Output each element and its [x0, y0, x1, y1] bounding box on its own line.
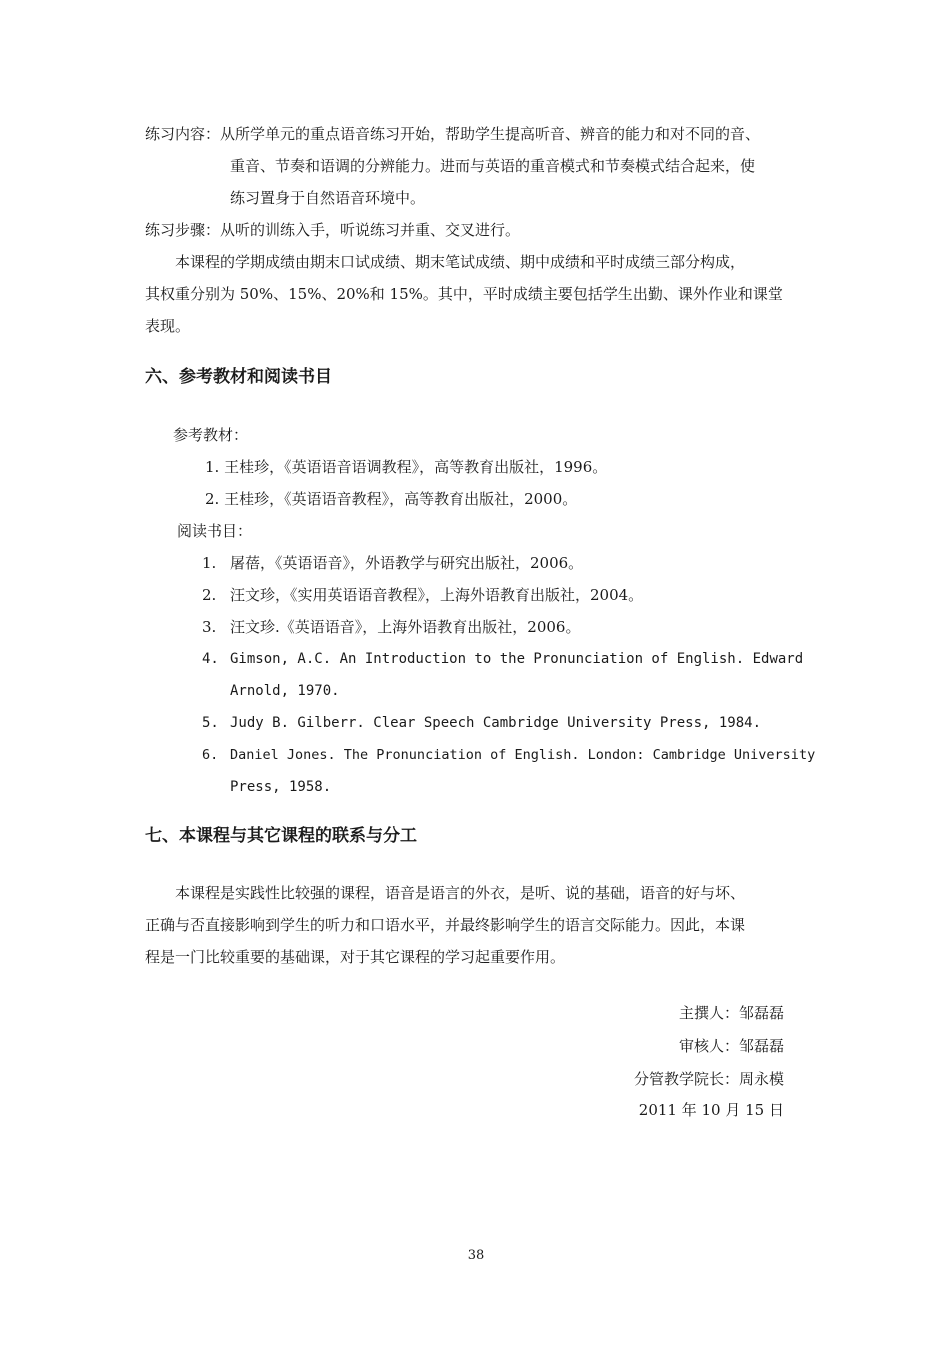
textbook-item: 1. 王桂珍，《英语语音语调教程》，高等教育出版社，1996。: [205, 458, 608, 476]
practice-content-line-3: 练习置身于自然语音环境中。: [230, 189, 426, 207]
section-7-heading: 七、本课程与其它课程的联系与分工: [145, 826, 417, 846]
reading-label: 阅读书目：: [177, 522, 253, 540]
reading-item-continuation: Arnold, 1970.: [230, 683, 340, 699]
reading-item-number: 1.: [202, 554, 217, 572]
reading-item: 6. Daniel Jones. The Pronunciation of English. London: Cambridge University: [202, 739, 815, 771]
reading-item-number: 2.: [202, 586, 217, 604]
textbooks-label: 参考教材：: [173, 426, 249, 444]
practice-steps-label: 练习步骤：: [145, 221, 221, 239]
author-signature: 主撰人：邹磊磊: [678, 1004, 784, 1022]
reading-item: 1. 屠蓓，《英语语音》，外语教学与研究出版社，2006。: [202, 547, 583, 579]
section-7-line-2: 正确与否直接影响到学生的听力和口语水平，并最终影响学生的语言交际能力。因此，本课: [145, 916, 746, 934]
reviewer-signature: 审核人：邹磊磊: [678, 1037, 784, 1055]
reading-item: 2. 汪文珍，《实用英语语音教程》，上海外语教育出版社，2004。: [202, 579, 643, 611]
reading-item: 5. Judy B. Gilberr. Clear Speech Cambridge University Press, 1984.: [202, 707, 761, 739]
signature-date: 2011 年 10 月 15 日: [638, 1101, 784, 1119]
grading-line-3: 表现。: [145, 317, 191, 335]
reading-item-number: 3.: [202, 618, 217, 636]
textbook-item: 2. 王桂珍，《英语语音教程》，高等教育出版社，2000。: [205, 490, 578, 508]
practice-content-line-2: 重音、节奏和语调的分辨能力。进而与英语的重音模式和节奏模式结合起来，使: [230, 157, 756, 175]
reading-item-continuation: Press, 1958.: [230, 779, 332, 795]
practice-steps-line: 练习步骤：从听的训练入手，听说练习并重、交叉进行。: [145, 221, 521, 239]
practice-content-line-1: 练习内容：从所学单元的重点语音练习开始，帮助学生提高听音、辨音的能力和对不同的音、: [145, 125, 761, 143]
practice-content-label: 练习内容：: [145, 125, 221, 143]
grading-line-1: 本课程的学期成绩由期末口试成绩、期末笔试成绩、期中成绩和平时成绩三部分构成，: [175, 253, 746, 271]
section-7-line-3: 程是一门比较重要的基础课，对于其它课程的学习起重要作用。: [145, 948, 566, 966]
reading-item: 3. 汪文珍.《英语语音》，上海外语教育出版社，2006。: [202, 611, 580, 643]
reading-item-number: 5.: [202, 715, 219, 731]
page-number: 38: [467, 1248, 485, 1263]
section-7-line-1: 本课程是实践性比较强的课程，语音是语言的外衣，是听、说的基础，语音的好与坏、: [175, 884, 746, 902]
dean-signature: 分管教学院长：周永模: [633, 1070, 784, 1088]
section-6-heading: 六、参考教材和阅读书目: [145, 367, 332, 387]
reading-item: 4. Gimson, A.C. An Introduction to the Pronunciation of English. Edward: [202, 643, 803, 675]
reading-item-number: 6.: [202, 747, 219, 763]
grading-line-2: 其权重分别为 50%、15%、20%和 15%。其中，平时成绩主要包括学生出勤、课外作业和课堂: [145, 285, 783, 303]
reading-item-number: 4.: [202, 651, 219, 667]
